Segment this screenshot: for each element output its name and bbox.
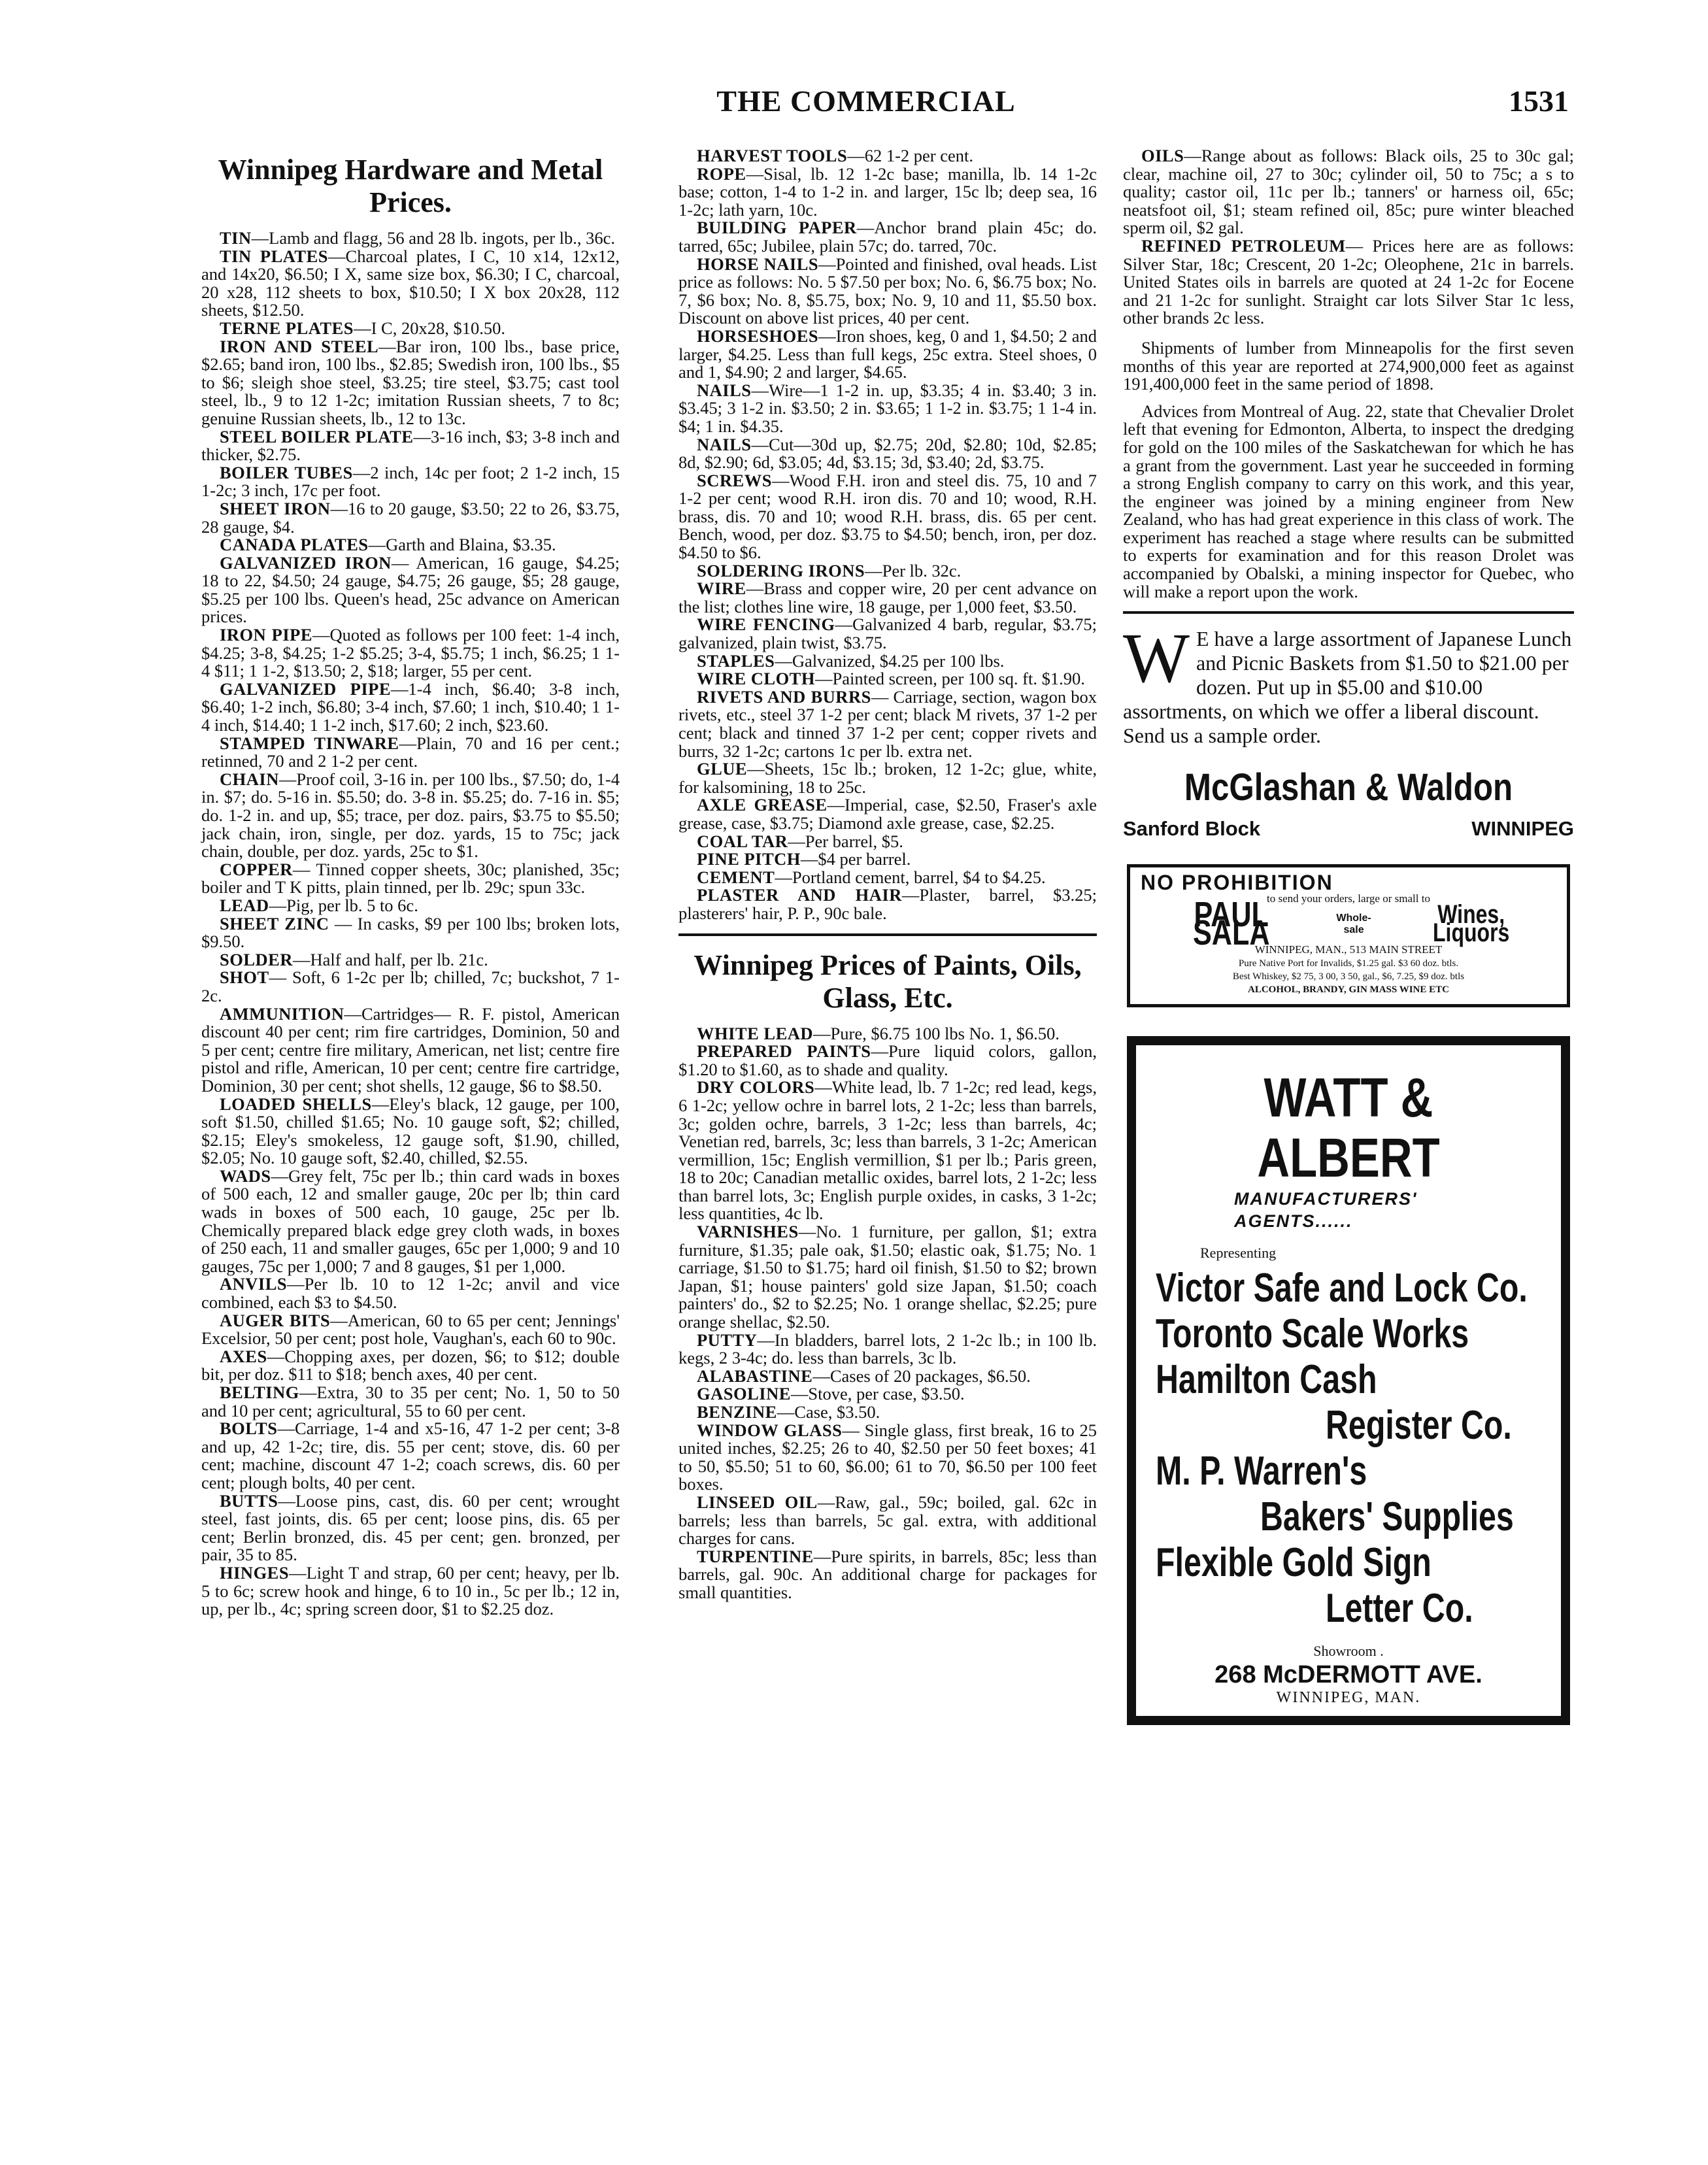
price-entry-heading: BUTTS [220,1490,278,1511]
price-entry [201,897,620,915]
ad-headline: NO PROHIBITION [1141,870,1333,894]
price-entry [201,1348,620,1384]
price-entry-text: —Per lb. 10 to 12 1-2c; anvil and vice combined, each $3 to $4.50. [201,1274,620,1313]
price-entry-heading: CHAIN [220,769,279,789]
price-entry [201,771,620,861]
price-entry-heading: TERNE PLATES [220,318,354,338]
price-entry-heading: PINE PITCH [697,849,801,869]
news-item-lumber: Shipments of lumber from Minneapolis for the first seven months of this year are reported at 274,900,000 feet as against 191,400,000 feet in the same period of 1898. [1123,337,1574,394]
price-entry-heading: LEAD [220,895,269,915]
price-entry [201,554,620,626]
price-entry [201,1420,620,1492]
price-entry [201,1167,620,1276]
price-entry-heading: ROPE [697,163,746,184]
ad-wholesale-label: Whole-sale [1336,913,1371,936]
price-entry-heading: AMMUNITION [220,1003,344,1024]
price-entry-heading: NAILS [697,380,752,400]
price-entry-text: — Single glass, first break, 16 to 25 united inches, $2.25; 26 to 40, $2.50 per 50 feet boxes; 41 to 50, $5.50; 51 to 60, $6.00; 61 to 70, $6.50 per 100 feet boxes. [678,1420,1097,1494]
ad-representing: Representing [1200,1244,1277,1261]
price-entry-heading: SHOT [220,967,269,988]
price-entry-text: —Per lb. 32c. [865,560,962,580]
price-entry-heading: PLASTER AND HAIR [697,885,902,905]
price-entry-text: —Eley's black, 12 gauge, per 100, soft $1.50, chilled $1.65; No. 10 gauge soft, $2; chilled, $2.15; Eley's smokeless, 12 gauge soft, $1.90, chilled, $2.05; No. 10 gauge soft, $2.40, chilled, $2.55. [201,1094,620,1168]
price-entry-text: —Grey felt, 75c per lb.; thin card wads in boxes of 500 each, 12 and smaller gauge, 20c per lb; thin card wads in boxes of 500 each, 10 gauge, 25c per lb. Chemically prepared black edge grey cloth wads, in boxes of 250 each, 11 and smaller gauges, 65c per 1,000; 9 and 10 gauges, 75c per 1,000; 7 and 8 gauges, $1 per 1,000. [201,1166,620,1276]
price-entry-text: —White lead, lb. 7 1-2c; red lead, kegs, 6 1-2c; yellow ochre in barrel lots, 2 1-2c; less than barrels, 3c; golden ochre, barrels, 3 1-2c; less than barrels, 4c; Venetian red, barrels, 3c; less than barrels, 3 1-2c; American vermillion, 15c; English vermillion, $1 per lb.; Paris green, 18 to 20c; Canadian metallic oxides, barrel lots, 2 1-2c; less than barrel lots, 3c; English purple oxides, in casks, 3 1-2c; less quantities, 4c lb. [678,1077,1097,1224]
price-entry-text: —In bladders, barrel lots, 2 1-2c lb.; in 100 lb. kegs, 2 3-4c; do. less than barrels, 3c lb. [678,1330,1097,1368]
price-entry-heading: WHITE LEAD [697,1023,814,1043]
price-entry-text: —Sheets, 15c lb.; broken, 12 1-2c; glue, white, for kalsomining, 18 to 25c. [678,759,1097,797]
price-entry [678,869,1097,887]
price-entry [678,796,1097,832]
price-entry-text: —Pointed and finished, oval heads. List price as follows: No. 5 $7.50 per box; No. 6, $6.75 box; No. 7, $6 box; No. 8, $5.75, box; No. 9, 10 and 11, $5.50 box. Discount on above list prices, 40 per cent. [678,254,1097,328]
price-entry [201,1564,620,1619]
price-entry-text: —1-4 inch, $6.40; 3-8 inch, $6.40; 1-2 inch, $6.80; 3-4 inch, $7.60; 1 inch, $10.40; 1 1-4 inch, $14.40; 1 1-2 inch, $17.60; 2 inch, $23.60. [201,679,620,735]
column-2 [678,147,1097,1602]
price-entry-heading: GASOLINE [697,1384,791,1404]
price-entry [201,320,620,338]
price-entry-text: —Carriage, 1-4 and x5-16, 47 1-2 per cent; 3-8 and up, 42 1-2c; tire, dis. 55 per cent; stove, dis. 60 per cent; machine, discount 47 1-2; coach screws, dis. 60 per cent; plough bolts, 40 per cent. [201,1418,620,1492]
price-entry [678,256,1097,327]
page-number: 1531 [1509,84,1569,118]
price-entry-heading: WIRE CLOTH [697,669,815,689]
price-entry-text: —Chopping axes, per dozen, $6; to $12; double bit, per doz. $11 to $18; bench axes, 40 per cent. [201,1346,620,1385]
price-entry [678,1025,1097,1043]
price-entry [201,915,620,951]
price-entry [201,861,620,897]
ad-client-line: Victor Safe and Lock Co. [1156,1266,1528,1311]
price-entry [678,850,1097,869]
price-entry-heading: AUGER BITS [220,1310,331,1330]
hardware-price-list-continued [678,147,1097,923]
price-entry-heading: BOILER TUBES [220,462,353,482]
price-entry [678,562,1097,580]
news-item-drolet: Advices from Montreal of Aug. 22, state that Chevalier Drolet left that evening for Edmonton, Alberta, to inspect the dredging for gold on the 100 miles of the Saskatchewan for which he has a grant from the government. Last year he succeeded in forming a strong English company to carry on this work, and this year, the engineer was joined by a mining engineer from New Zealand, who has had great experience in this class of work. The experiment has reached a stage where results can be submitted to experts for examination and for this reason Drolet was accompanied by Obalski, a mining inspector for Quebec, who will make a report upon the work. [1123,401,1574,601]
price-entry-heading: TIN PLATES [220,246,329,266]
publication-title: THE COMMERCIAL [716,84,1016,118]
ad-client-line: Toronto Scale Works [1156,1311,1469,1357]
price-entry-heading: IRON AND STEEL [220,336,379,356]
price-entry-heading: SCREWS [697,470,772,490]
price-entry [678,165,1097,220]
price-entry-heading: STAPLES [697,650,775,671]
price-entry-heading: TIN [220,228,252,248]
price-entry [201,536,620,554]
price-entry-text: —Quoted as follows per 100 feet: 1-4 inch, $4.25; 3-8, $4.25; 1-2 $5.25; 3-4, $5.75; 1 inch, $6.25; 1 1-4 $11; 1 1-2, $13.50; 2, $18; larger, 55 per cent. [201,625,620,681]
price-entry-text: —American, 60 to 65 per cent; Jennings' Excelsior, 50 per cent; post hole, Vaughan's, each 60 to 90c. [201,1310,620,1349]
price-entry [201,1275,620,1311]
price-entry-text: —Pure spirits, in barrels, 85c; less than barrels, gal. 90c. An additional charge for packages for small quantities. [678,1546,1097,1602]
price-entry-heading: IRON PIPE [220,625,313,645]
ad-goods: Wines, Liquors [1432,900,1509,948]
price-entry-text: —Loose pins, cast, dis. 60 per cent; wrought steel, fast joints, dis. 65 per cent; loose pins, dis. 65 per cent; Berlin bronzed, dis. 45 per cent; gen. bronzed, per pair, 35 to 85. [201,1490,620,1565]
price-entry [201,1096,620,1167]
price-entry-heading: HARVEST TOOLS [697,146,848,165]
price-entry-text: —Case, $3.50. [777,1402,880,1422]
price-entry-heading: ALABASTINE [697,1366,813,1386]
price-entry-heading: LINSEED OIL [697,1492,818,1512]
price-entry [201,1384,620,1420]
price-entry-heading: COPPER [220,859,293,879]
price-entry-heading: VARNISHES [697,1222,799,1242]
price-entry [1123,147,1574,237]
price-entry-heading: BELTING [220,1383,299,1402]
ad-invite: to send your orders, large or small to [1267,892,1430,905]
hardware-price-list [201,229,620,1619]
ad-line-port: Pure Native Port for Invalids, $1.25 gal. $3 60 doz. btls. [1238,958,1459,969]
paints-price-list [678,1025,1097,1602]
price-entry-heading: SHEET ZINC [220,913,329,933]
price-entry [678,886,1097,922]
price-entry [678,1494,1097,1548]
price-entry-heading: PREPARED PAINTS [697,1041,871,1062]
ad-body-text: E have a large assortment of Japanese Lunch and Picnic Baskets from $1.50 to $21.00 per dozen. Put up in $5.00 and $10.00 assortments, on which we offer a liberal discount. Send us a sample order. [1123,627,1572,748]
section-divider [1123,611,1574,614]
price-entry-text: —$4 per barrel. [800,849,911,869]
price-entry-text: —Extra, 30 to 35 per cent; No. 1, 50 to 50 and 10 per cent; agricultural, 55 to 60 per cent. [201,1383,620,1420]
price-entry-heading: AXES [220,1346,267,1366]
price-entry-text: — Prices here are as follows: Silver Star, 18c; Crescent, 20 1-2c; Oleophene, 21c in barrels. United States oils in barrels are quoted at 24 1-2c for Eocene and 21 1-2c for sunlight. Straight car lots Silver Star 1c less, other brands 2c less. [1123,235,1574,328]
price-entry-text: — Soft, 6 1-2c per lb; chilled, 7c; buckshot, 7 1-2c. [201,967,620,1005]
price-entry-heading: WIRE FENCING [697,614,835,635]
paints-price-list-continued [1123,147,1574,327]
price-entry-heading: BENZINE [697,1402,777,1422]
price-entry-text: —Garth and Blaina, $3.35. [368,535,556,555]
price-entry-text: —Pig, per lb. 5 to 6c. [269,895,418,915]
price-entry-text: —Portland cement, barrel, $4 to $4.25. [775,867,1046,887]
price-entry-text: —Iron shoes, keg, 0 and 1, $4.50; 2 and larger, $4.25. Less than full kegs, 25c extra. Steel shoes, 0 and 1, $4.90; 2 and larger, $4.65. [678,326,1097,382]
price-entry-text: —Bar iron, 100 lbs., base price, $2.65; band iron, 100 lbs., $2.85; Swedish iron, 100 lbs., $5 to $6; sleigh shoe steel, $3.25; tire steel, $3.75; cast tool steel, lb., 9 to 12 1-2c; imitation Russian sheets, 7 to 8c; genuine Russian sheets, lb., 12 to 13c. [201,336,620,428]
price-entry-text: —2 inch, 14c per foot; 2 1-2 inch, 15 1-2c; 3 inch, 17c per foot. [201,462,620,501]
price-entry-text: —No. 1 furniture, per gallon, $1; extra furniture, $1.35; pale oak, $1.50; elastic oak, $1.75; No. 1 carriage, $1.50 to $1.75; hard oil finish, $1.50 to $2; brown Japan, $1; house painters' gold size Japan, $1.50; coach painters' do., $2 to $2.25; No. 1 orange shellac, $2.25; pure orange shellac, $2.50. [678,1222,1097,1332]
price-entry-text: —Plaster, barrel, $3.25; plasterers' hair, P. P., 90c bale. [678,885,1097,923]
price-entry-text: —Raw, gal., 59c; boiled, gal. 62c in barrels; less than barrels, 5c gal. extra, with additional charges for cans. [678,1492,1097,1549]
price-entry [201,735,620,771]
price-entry [678,1332,1097,1368]
price-entry [678,147,1097,165]
price-entry [678,382,1097,436]
price-entry-text: —Wood F.H. iron and steel dis. 75, 10 and 7 1-2 per cent; wood R.H. iron dis. 70 and 10; wood, R.H. brass, dis. 70 and 10; wood R.H. brass, dis. 65 per cent. Bench, wood, per doz. $3.75 to $4.50; bench, iron, per doz. $4.50 to $6. [678,470,1097,563]
price-entry-heading: GLUE [697,759,748,779]
price-entry-text: —Charcoal plates, I C, 10 x14, 12x12, and 14x20, $6.50; I X, same size box, $6.30; I C, charcoal, 20 x28, 112 sheets to box, $10.50; I X box 20x28, 112 sheets, $12.50. [201,246,620,320]
price-entry [201,1312,620,1348]
price-entry [678,1385,1097,1403]
price-entry-heading: RIVETS AND BURRS [697,686,871,707]
price-entry-heading: LOADED SHELLS [220,1094,372,1114]
price-entry-heading: ANVILS [220,1274,288,1294]
price-entry-heading: REFINED PETROLEUM [1141,235,1346,256]
paints-section-title: Winnipeg Prices of Paints, Oils, Glass, Etc. [694,948,1082,1014]
price-entry [678,1368,1097,1386]
price-entry [678,1079,1097,1223]
price-entry-text: — In casks, $9 per 100 lbs; broken lots, $9.50. [201,913,620,952]
price-entry-text: —Galvanized 4 barb, regular, $3.75; galvanized, plain twist, $3.75. [678,614,1097,653]
price-entry [678,1548,1097,1602]
price-entry [201,229,620,248]
price-entry-text: —62 1-2 per cent. [847,146,973,165]
price-entry-heading: HORSESHOES [697,326,819,346]
price-entry-heading: HINGES [220,1562,290,1583]
price-entry-text: —Sisal, lb. 12 1-2c base; manilla, lb. 14 1-2c base; cotton, 1-4 to 1-2 in. and larger, 15c lb; deep sea, 16 1-2c; lath yarn, 10c. [678,163,1097,220]
price-entry-text: —Proof coil, 3-16 in. per 100 lbs., $7.50; do, 1-4 in. $7; do. 5-16 in. $5.50; do. 3-8 in. $5.25; do. 7-16 in. $5; do. 1-2 in. and up, $5; trace, per doz. pairs, $3.75 to $5.50; jack chain, iron, single, per doz. yards, 15 to 75c; jack chain, double, per doz. yards, 25c to $1. [201,769,620,862]
section-divider [678,933,1097,936]
price-entry-text: — American, 16 gauge, $4.25; 18 to 22, $4.50; 24 gauge, $4.75; 26 gauge, $5; 28 gauge, $5.25 per 100 lbs. Queen's head, 25c advance on American prices. [201,552,620,627]
price-entry-text: —I C, 20x28, $10.50. [354,318,505,338]
price-entry-heading: GALVANIZED IRON [220,552,392,573]
price-entry-text: —Painted screen, per 100 sq. ft. $1.90. [814,669,1085,689]
price-entry-heading: WIRE [697,579,746,599]
price-entry [678,1403,1097,1422]
price-entry-heading: OILS [1141,146,1184,165]
price-entry-text: —Cartridges— R. F. pistol, American discount 40 per cent; rim fire cartridges, Dominion, 50 and 5 per cent; centre fire military, American, net list; centre fire pistol and rifle, American, 10 per cent; centre fire cartridge, Dominion, 30 per cent; shot shells, 12 gauge, $6 to $8.50. [201,1003,620,1096]
price-entry [201,1005,620,1096]
price-entry [201,338,620,428]
price-entry-heading: NAILS [697,434,752,454]
price-entry [678,1043,1097,1079]
ad-subtitle-1: MANUFACTURERS' [1234,1188,1418,1209]
price-entry [678,760,1097,796]
price-entry-heading: WINDOW GLASS [697,1420,843,1440]
ad-client-line: Bakers' Supplies [1260,1494,1514,1540]
price-entry [201,626,620,680]
price-entry-text: —Plain, 70 and 16 per cent.; retinned, 70 and 2 1-2 per cent. [201,733,620,771]
price-entry-heading: BOLTS [220,1418,278,1439]
price-entry-text: — Carriage, section, wagon box rivets, etc., steel 37 1-2 per cent; black M rivets, 37 1-2 per cent; black and tinned 37 1-2 per cent; copper rivets and burrs, 32 1-2c; cartons 1c per lb. extra net. [678,686,1097,761]
hardware-section-title: Winnipeg Hardware and Metal Prices. [218,154,603,218]
price-entry [201,464,620,500]
price-entry-text: —Range about as follows: Black oils, 25 to 30c gal; clear, machine oil, 27 to 30c; cylinder oil, 50 to 75c; a s to quality; castor oil, 11c per lb.; tanners' or harness oil, 65c; neatsfoot oil, $1; steam refined oil, 85c; pure winter bleached sperm oil, $2 gal. [1123,146,1574,238]
price-entry-heading: PUTTY [697,1330,758,1350]
price-entry-heading: GALVANIZED PIPE [220,679,391,699]
price-entry-text: —Wire—1 1-2 in. up, $3.35; 4 in. $3.40; 3 in. $3.45; 3 1-2 in. $3.50; 2 in. $3.65; 1 1-2 in. $3.75; 1 1-4 in. $4; 1 in. $4.35. [678,380,1097,436]
price-entry-heading: WADS [220,1166,271,1186]
ad-line-spirits: ALCOHOL, BRANDY, GIN MASS WINE ETC [1248,984,1449,995]
price-entry-text: —3-16 inch, $3; 3-8 inch and thicker, $2.75. [201,426,620,465]
price-entry-text: —Cut—30d up, $2.75; 20d, $2.80; 10d, $2.85; 8d, $2.90; 6d, $3.05; 4d, $3.15; 3d, $3.40; 2d, $3.75. [678,434,1097,473]
price-entry-heading: STEEL BOILER PLATE [220,426,414,446]
price-entry-text: — Tinned copper sheets, 30c; planished, 35c; boiler and T K pitts, plain tinned, per lb. 29c; spun 33c. [201,859,620,898]
price-entry-text: —Per barrel, $5. [788,831,903,851]
ad-line-whiskey: Best Whiskey, $2 75, 3 00, 3 50, gal., $6, 7.25, $9 doz. btls [1232,971,1465,982]
price-entry-heading: TURPENTINE [697,1546,814,1566]
paul-sala-advertisement [1127,864,1570,1007]
ad-firm-name: McGlashan & Waldon [1184,766,1513,809]
price-entry-text: —Half and half, per lb. 21c. [292,949,488,969]
price-entry-text: —Imperial, case, $2.50, Fraser's axle grease, case, $3.75; Diamond axle grease, case, $2.25. [678,795,1097,833]
price-entry-text: —Galvanized, $4.25 per 100 lbs. [775,650,1005,671]
ad-building: Sanford Block [1123,817,1261,841]
watt-albert-advertisement [1127,1036,1570,1726]
price-entry-heading: AXLE GREASE [697,795,828,815]
ad-client-line: Letter Co. [1326,1586,1473,1632]
price-entry-heading: DRY COLORS [697,1077,815,1098]
price-entry-text: —Pure, $6.75 100 lbs No. 1, $6.50. [813,1023,1060,1043]
ad-city: WINNIPEG, MAN. [1276,1688,1421,1706]
price-entry-heading: CEMENT [697,867,775,887]
price-entry-text: —16 to 20 gauge, $3.50; 22 to 26, $3.75, 28 gauge, $4. [201,498,620,537]
price-entry [201,951,620,969]
price-entry [678,327,1097,382]
price-entry-text: —Light T and strap, 60 per cent; heavy, per lb. 5 to 6c; screw hook and hinge, 6 to 10 in., 5c per lb.; 12 in, up, per lb., 4c; spring screen door, $1 to $2.25 doz. [201,1562,620,1619]
ad-showroom: Showroom . [1313,1643,1384,1660]
column-3 [1123,147,1574,1725]
running-head [163,84,1569,123]
ad-city: WINNIPEG [1471,817,1574,841]
price-entry [201,1492,620,1564]
drop-cap: W [1123,620,1190,698]
column-1 [201,147,620,1619]
mcglashan-waldon-advertisement [1123,620,1574,841]
price-entry [678,652,1097,671]
price-entry [678,688,1097,760]
price-entry-heading: SHEET IRON [220,498,331,518]
price-entry [678,436,1097,472]
ad-address: WINNIPEG, MAN., 513 MAIN STREET [1254,943,1443,956]
price-entry-heading: COAL TAR [697,831,788,851]
price-entry-text: —Pure liquid colors, gallon, $1.20 to $1.60, as to shade and quality. [678,1041,1097,1079]
price-entry-heading: CANADA PLATES [220,535,369,555]
price-entry-text: —Stove, per case, $3.50. [790,1384,965,1404]
ad-subtitle-2: AGENTS...... [1234,1211,1353,1231]
price-entry [201,428,620,464]
ad-client-line: M. P. Warren's [1156,1449,1367,1494]
ad-merchant-name: PAUL SALA [1192,895,1270,953]
ad-client-line: Register Co. [1326,1403,1512,1449]
price-entry [201,680,620,735]
price-entry [201,969,620,1005]
price-entry-heading: SOLDER [220,949,293,969]
ad-client-line: Flexible Gold Sign [1156,1540,1432,1586]
price-entry [1123,237,1574,327]
ad-client-line: Hamilton Cash [1156,1357,1377,1403]
price-entry-text: —Cases of 20 packages, $6.50. [812,1366,1031,1386]
price-entry-heading: STAMPED TINWARE [220,733,399,753]
price-entry [678,1422,1097,1494]
price-entry-text: —Lamb and flagg, 56 and 28 lb. ingots, per lb., 36c. [251,228,616,248]
price-entry [201,248,620,320]
price-entry-heading: BUILDING PAPER [697,218,857,238]
price-entry-heading: SOLDERING IRONS [697,560,865,580]
price-entry [201,500,620,536]
price-entry [678,472,1097,562]
price-entry-text: —Anchor brand plain 45c; do. tarred, 65c; Jubilee, plain 57c; do. tarred, 70c. [678,218,1097,256]
price-entry-text: —Brass and copper wire, 20 per cent advance on the list; clothes line wire, 18 gauge, per 1,000 feet, $3.50. [678,579,1097,616]
price-entry [678,1223,1097,1332]
ad-firm-name: WATT & ALBERT [1257,1066,1440,1188]
price-entry [678,580,1097,616]
price-entry [678,616,1097,652]
price-entry-heading: HORSE NAILS [697,254,819,274]
ad-address: 268 McDERMOTT AVE. [1214,1660,1482,1688]
price-entry [678,219,1097,255]
price-entry [678,670,1097,688]
price-entry [678,833,1097,851]
